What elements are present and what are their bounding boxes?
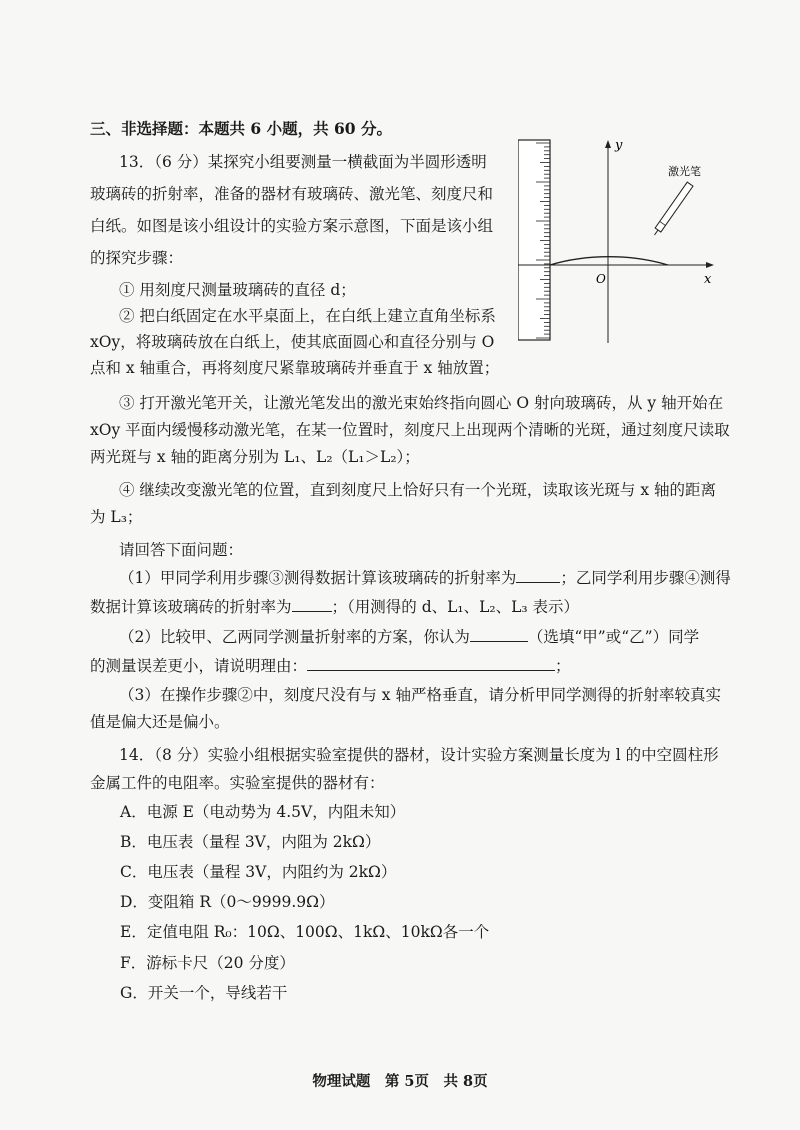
answer-blank-2[interactable] — [292, 595, 332, 612]
q13-sub1-text-b: ；乙同学利用步骤④测得 — [560, 569, 731, 587]
page-footer: 物理试题 第 5页 共 8页 — [312, 1073, 488, 1090]
q13-sub3-line-2: 值是偏大还是偏小。 — [90, 713, 230, 731]
q14-option-b: B．电压表（量程 3V，内阻为 2kΩ） — [120, 833, 381, 851]
q14-option-e: E．定值电阻 R₀：10Ω、100Ω、1kΩ、10kΩ各一个 — [120, 923, 490, 941]
q13-step-3-line-2: xOy 平面内缓慢移动激光笔，在某一位置时，刻度尺上出现两个清晰的光斑，通过刻度尺读取 — [90, 421, 730, 439]
q13-step-4-line-2: 为 L₃； — [90, 508, 143, 526]
y-axis-arrow-icon — [605, 140, 611, 148]
q13-line-3: 白纸。如图是该小组设计的实验方案示意图，下面是该小组 — [90, 217, 494, 235]
q13-sub2-line-1 — [119, 625, 759, 649]
x-axis-label: x — [704, 272, 712, 287]
q13-sub1-line-2 — [90, 595, 730, 619]
q14-line-2: 金属工件的电阻率。实验室提供的器材有： — [90, 774, 385, 792]
experiment-figure — [518, 135, 733, 345]
x-axis-arrow-icon — [706, 262, 714, 268]
glass-brick-outline — [550, 257, 668, 265]
q14-line-1: 14．（8 分）实验小组根据实验室提供的器材，设计实验方案测量长度为 l 的中空圆柱形 — [119, 746, 719, 764]
answer-blank-4[interactable] — [307, 654, 555, 671]
q14-option-g: G．开关一个，导线若干 — [120, 984, 288, 1002]
q13-step-3-line-1: ③ 打开激光笔开关，让激光笔发出的激光束始终指向圆心 O 射向玻璃砖，从 y 轴开始在 — [119, 394, 724, 412]
q13-prompt: 请回答下面问题： — [119, 541, 244, 559]
q13-step-3-line-3: 两光斑与 x 轴的距离分别为 L₁、L₂（L₁＞L₂）； — [90, 448, 420, 466]
q13-sub2-line-2 — [90, 654, 730, 678]
q14-option-d: D．变阻箱 R（0～9999.9Ω） — [120, 893, 335, 911]
q13-sub1-line-1 — [119, 566, 759, 590]
q13-sub2-text-d: ； — [555, 657, 571, 675]
answer-blank-1[interactable] — [516, 566, 560, 583]
q13-step-1: ① 用刻度尺测量玻璃砖的直径 d； — [119, 281, 356, 299]
q13-step-2-line-1: ② 把白纸固定在水平桌面上，在白纸上建立直角坐标系 — [119, 307, 496, 325]
q13-step-2-line-2: xOy，将玻璃砖放在白纸上，使其底面圆心和直径分别与 O — [90, 333, 495, 351]
q14-option-a: A．电源 E（电动势为 4.5V，内阻未知） — [120, 803, 406, 821]
q13-sub2-text-a: （2）比较甲、乙两同学测量折射率的方案，你认为 — [119, 628, 470, 646]
section-heading: 三、非选择题：本题共 6 小题，共 60 分。 — [90, 119, 392, 138]
q13-step-4-line-1: ④ 继续改变激光笔的位置，直到刻度尺上恰好只有一个光斑，读取该光斑与 x 轴的距离 — [119, 481, 717, 499]
q13-line-2: 玻璃砖的折射率，准备的器材有玻璃砖、激光笔、刻度尺和 — [90, 185, 494, 203]
q14-option-f: F．游标卡尺（20 分度） — [120, 954, 295, 972]
y-axis-label: y — [615, 138, 623, 153]
q13-sub1-text-a: （1）甲同学利用步骤③测得数据计算该玻璃砖的折射率为 — [119, 569, 517, 587]
q13-sub2-text-b: （选填“甲”或“乙”）同学 — [527, 628, 700, 646]
q13-step-2-line-3: 点和 x 轴重合，再将刻度尺紧靠玻璃砖并垂直于 x 轴放置； — [90, 359, 500, 377]
q13-sub3-line-1: （3）在操作步骤②中，刻度尺没有与 x 轴严格垂直，请分析甲同学测得的折射率较真实 — [119, 686, 721, 704]
answer-blank-3[interactable] — [470, 625, 528, 642]
laser-pen-label: 激光笔 — [668, 165, 701, 178]
origin-label: O — [596, 272, 606, 286]
q13-sub1-text-c: 数据计算该玻璃砖的折射率为 — [90, 598, 292, 616]
q13-sub2-text-c: 的测量误差更小，请说明理由： — [90, 657, 308, 675]
laser-pen-icon — [652, 182, 693, 237]
q14-option-c: C．电压表（量程 3V，内阻约为 2kΩ） — [120, 863, 397, 881]
q13-line-4: 的探究步骤： — [90, 249, 184, 267]
q13-sub1-text-d: ；（用测得的 d、L₁、L₂、L₃ 表示） — [331, 598, 580, 616]
q13-line-1: 13．（6 分）某探究小组要测量一横截面为半圆形透明 — [119, 153, 487, 171]
